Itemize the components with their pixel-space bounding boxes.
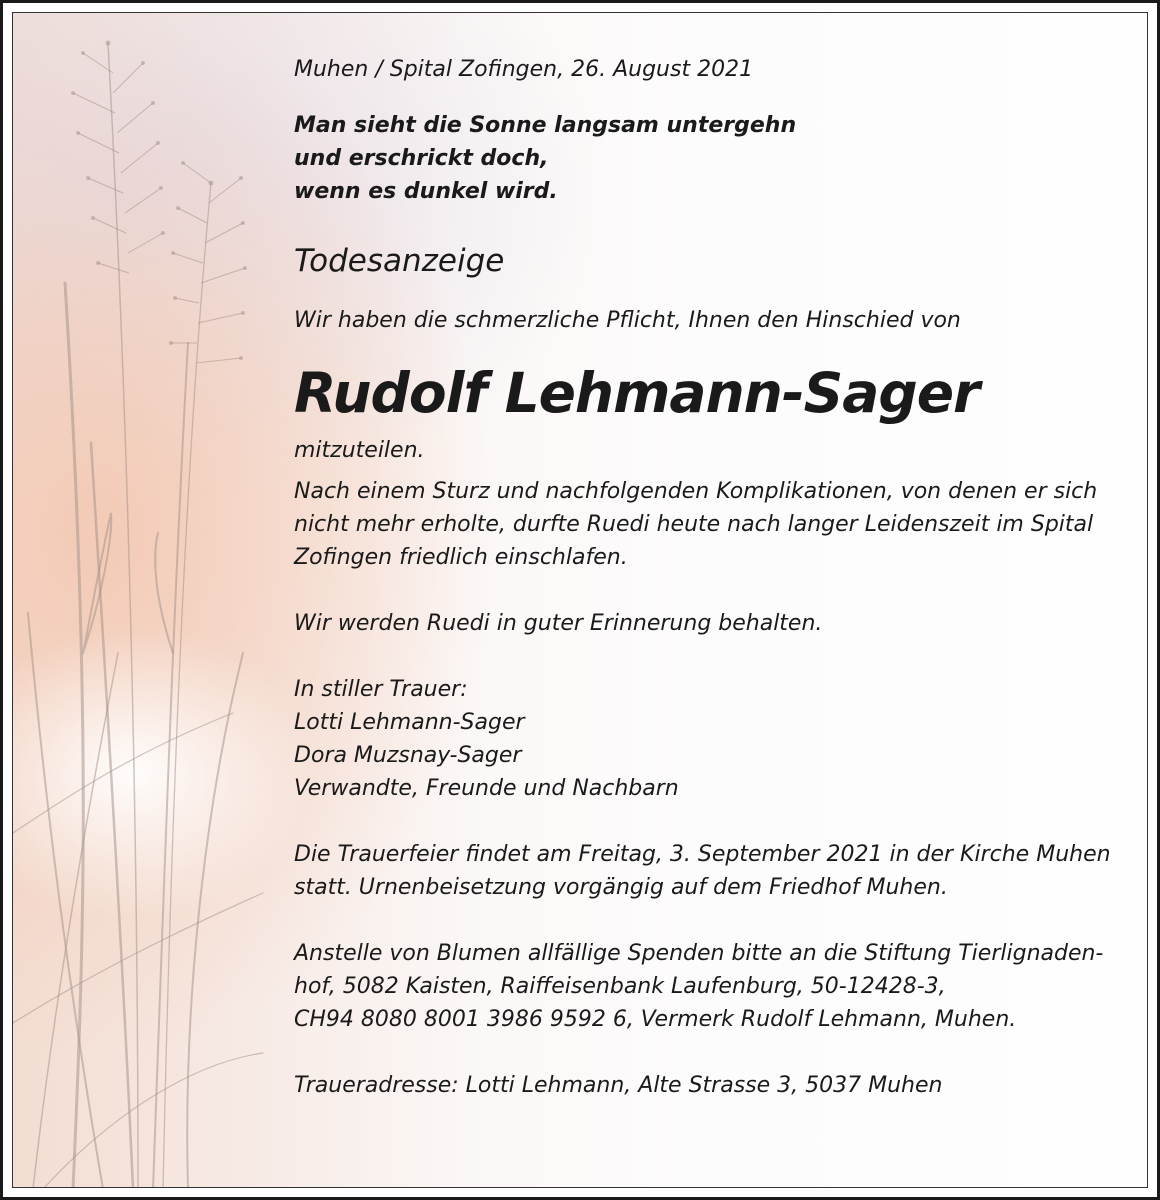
notice-panel xyxy=(12,12,1148,1188)
grass-blade xyxy=(28,613,103,1188)
ceremony-line: statt. Urnenbeisetzung vorgängig auf dem Friedhof Muhen. xyxy=(294,875,948,900)
remembrance: Wir werden Ruedi in guter Erinnerung behalten. xyxy=(294,611,823,636)
donation-line: Anstelle von Blumen allfällige Spenden bitte an die Stiftung Tierlignaden- xyxy=(294,941,1104,966)
notice-heading: Todesanzeige xyxy=(294,243,505,279)
donation-line: CH94 8080 8001 3986 9592 6, Vermerk Rudolf Lehmann, Muhen. xyxy=(294,1007,1017,1032)
mourner: Verwandte, Freunde und Nachbarn xyxy=(294,776,679,801)
grass-stem xyxy=(163,183,211,1188)
ceremony-line: Die Trauerfeier findet am Freitag, 3. September 2021 in der Kirche Muhen xyxy=(294,842,1111,867)
grass-leaf xyxy=(155,533,173,653)
place-date: Muhen / Spital Zofingen, 26. August 2021 xyxy=(294,57,754,82)
donation-line: hof, 5082 Kaisten, Raiffeisenbank Laufenburg, 50-12428-3, xyxy=(294,974,946,999)
grass-blade xyxy=(153,343,188,1188)
story-line: Zofingen friedlich einschlafen. xyxy=(294,545,628,570)
notice-text xyxy=(294,53,1134,1102)
grass-blade xyxy=(13,713,233,833)
grass-blade xyxy=(91,443,133,1188)
mourners-heading: In stiller Trauer: xyxy=(294,677,468,702)
grass-stem xyxy=(108,43,138,1188)
grass-blade xyxy=(187,653,243,1188)
intro-end: mitzuteilen. xyxy=(294,438,425,463)
story-line: Nach einem Sturz und nachfolgenden Komplikationen, von denen er sich xyxy=(294,479,1098,504)
mourner: Lotti Lehmann-Sager xyxy=(294,710,525,735)
mourning-address: Traueradresse: Lotti Lehmann, Alte Strasse 3, 5037 Muhen xyxy=(294,1073,943,1098)
quote-line: und erschrickt doch, xyxy=(294,146,549,171)
quote-line: wenn es dunkel wird. xyxy=(294,179,558,204)
quote-line: Man sieht die Sonne langsam untergehn xyxy=(294,113,797,138)
story-line: nicht mehr erholte, durfte Ruedi heute nach langer Leidenszeit im Spital xyxy=(294,512,1094,537)
deceased-name: Rudolf Lehmann-Sager xyxy=(294,361,980,425)
mourner: Dora Muzsnay-Sager xyxy=(294,743,522,768)
intro-text: Wir haben die schmerzliche Pflicht, Ihnen den Hinschied von xyxy=(294,308,961,333)
